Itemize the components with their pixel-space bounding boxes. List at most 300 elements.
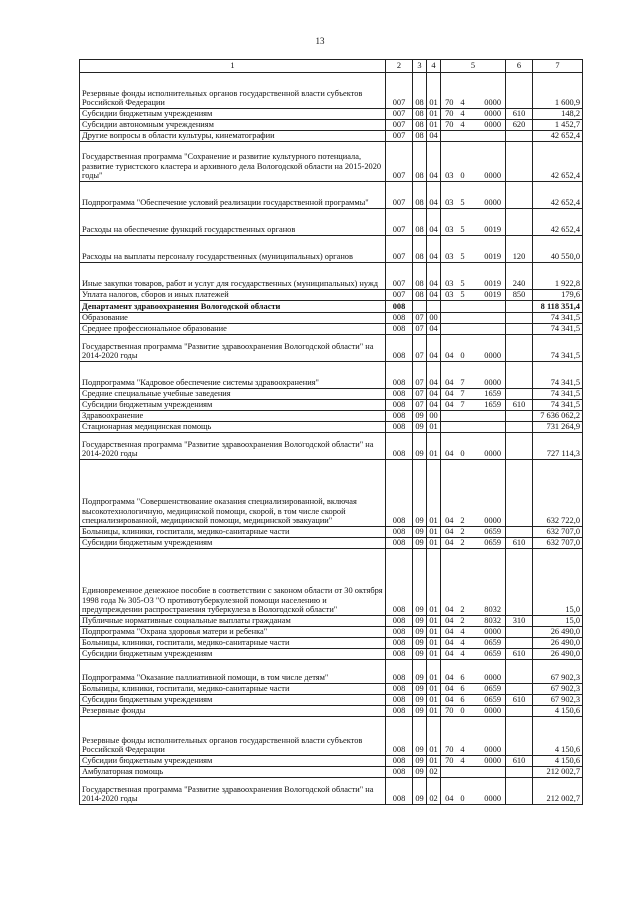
subsection-code: 01	[427, 120, 441, 131]
expense-type-code: 610	[506, 400, 533, 411]
direction-code: 0000	[468, 109, 506, 120]
table-row	[80, 182, 583, 209]
subprogram-code	[458, 422, 468, 433]
section-code: 09	[413, 433, 427, 460]
amount: 212 002,7	[533, 767, 583, 778]
subsection-code: 01	[427, 684, 441, 695]
section-code: 09	[413, 649, 427, 660]
section-code: 09	[413, 527, 427, 538]
direction-code	[468, 411, 506, 422]
item-name: Иные закупки товаров, работ и услуг для государственных (муниципальных) нужд	[80, 263, 386, 290]
program-code: 70	[441, 109, 458, 120]
item-name: Резервные фонды исполнительных органов государственной власти субъектов Российской Федерации	[80, 717, 386, 756]
section-code: 09	[413, 767, 427, 778]
direction-code	[468, 422, 506, 433]
subsection-code: 04	[427, 142, 441, 182]
table-row	[80, 549, 583, 616]
amount: 74 341,5	[533, 400, 583, 411]
amount: 1 600,9	[533, 73, 583, 109]
subprogram-code	[458, 313, 468, 324]
section-code: 09	[413, 616, 427, 627]
expense-type-code: 610	[506, 695, 533, 706]
expense-type-code: 120	[506, 236, 533, 263]
section-code: 07	[413, 335, 427, 362]
expense-type-code	[506, 209, 533, 236]
subsection-code: 01	[427, 756, 441, 767]
subprogram-code: 5	[458, 209, 468, 236]
subprogram-code: 6	[458, 695, 468, 706]
subsection-code: 04	[427, 131, 441, 142]
direction-code: 0000	[468, 660, 506, 684]
amount: 42 652,4	[533, 142, 583, 182]
section-code: 08	[413, 109, 427, 120]
expense-type-code: 610	[506, 649, 533, 660]
item-name: Подпрограмма "Охрана здоровья матери и ребенка"	[80, 627, 386, 638]
subsection-code: 01	[427, 660, 441, 684]
item-name: Резервные фонды	[80, 706, 386, 717]
item-name: Больницы, клиники, госпитали, медико-санитарные части	[80, 527, 386, 538]
table-row	[80, 627, 583, 638]
subprogram-code: 5	[458, 182, 468, 209]
subprogram-code: 4	[458, 109, 468, 120]
item-name: Стационарная медицинская помощь	[80, 422, 386, 433]
grbs-code: 008	[386, 649, 413, 660]
grbs-code: 007	[386, 109, 413, 120]
direction-code: 1659	[468, 389, 506, 400]
direction-code: 0000	[468, 362, 506, 389]
subsection-code: 01	[427, 538, 441, 549]
direction-code: 0000	[468, 335, 506, 362]
direction-code: 0659	[468, 527, 506, 538]
item-name: Средние специальные учебные заведения	[80, 389, 386, 400]
subsection-code: 01	[427, 433, 441, 460]
section-code: 07	[413, 400, 427, 411]
direction-code: 0019	[468, 209, 506, 236]
section-code: 09	[413, 684, 427, 695]
table-row	[80, 778, 583, 805]
expense-type-code	[506, 313, 533, 324]
section-code: 09	[413, 549, 427, 616]
amount: 179,6	[533, 290, 583, 301]
header-cell-5: 5	[441, 60, 506, 73]
subprogram-code: 0	[458, 706, 468, 717]
program-code: 04	[441, 538, 458, 549]
section-code	[413, 301, 427, 313]
item-name: Больницы, клиники, госпитали, медико-санитарные части	[80, 684, 386, 695]
item-name: Единовременное денежное пособие в соответствии с законом области от 30 октября 1998 года № 305-ОЗ "О противотуберкулезной помощи населению и предупреждении распространения туберкулеза в Вологодской области"	[80, 549, 386, 616]
grbs-code: 008	[386, 756, 413, 767]
section-code: 08	[413, 73, 427, 109]
item-name: Государственная программа "Развитие здравоохранения Вологодской области" на 2014-2020 годы	[80, 433, 386, 460]
grbs-code: 008	[386, 616, 413, 627]
program-code: 70	[441, 717, 458, 756]
grbs-code: 008	[386, 400, 413, 411]
program-code: 04	[441, 389, 458, 400]
item-name: Субсидии бюджетным учреждениям	[80, 400, 386, 411]
amount: 148,2	[533, 109, 583, 120]
grbs-code: 008	[386, 324, 413, 335]
amount: 26 490,0	[533, 627, 583, 638]
program-code: 04	[441, 660, 458, 684]
subprogram-code: 7	[458, 389, 468, 400]
budget-table	[79, 59, 583, 805]
section-code: 07	[413, 324, 427, 335]
table-row	[80, 717, 583, 756]
grbs-code: 007	[386, 263, 413, 290]
grbs-code: 007	[386, 73, 413, 109]
subsection-code: 04	[427, 236, 441, 263]
program-code: 04	[441, 460, 458, 527]
direction-code	[468, 131, 506, 142]
subprogram-code: 7	[458, 362, 468, 389]
item-name: Субсидии бюджетным учреждениям	[80, 756, 386, 767]
program-code	[441, 131, 458, 142]
program-code	[441, 313, 458, 324]
subprogram-code: 5	[458, 236, 468, 263]
program-code: 03	[441, 263, 458, 290]
expense-type-code	[506, 549, 533, 616]
expense-type-code: 310	[506, 616, 533, 627]
subsection-code: 04	[427, 324, 441, 335]
expense-type-code	[506, 660, 533, 684]
grbs-code: 008	[386, 549, 413, 616]
subsection-code: 01	[427, 422, 441, 433]
direction-code: 0000	[468, 460, 506, 527]
expense-type-code: 620	[506, 120, 533, 131]
direction-code: 8032	[468, 616, 506, 627]
grbs-code: 008	[386, 422, 413, 433]
expense-type-code	[506, 335, 533, 362]
program-code: 04	[441, 433, 458, 460]
section-code: 09	[413, 778, 427, 805]
table-row	[80, 660, 583, 684]
subsection-code: 04	[427, 263, 441, 290]
grbs-code: 008	[386, 778, 413, 805]
grbs-code: 008	[386, 684, 413, 695]
table-row	[80, 695, 583, 706]
expense-type-code	[506, 767, 533, 778]
amount: 15,0	[533, 549, 583, 616]
subprogram-code: 4	[458, 120, 468, 131]
amount: 67 902,3	[533, 684, 583, 695]
subprogram-code	[458, 131, 468, 142]
item-name: Образование	[80, 313, 386, 324]
header-row	[80, 60, 583, 73]
direction-code: 0000	[468, 717, 506, 756]
grbs-code: 007	[386, 131, 413, 142]
item-name: Среднее профессиональное образование	[80, 324, 386, 335]
table-row	[80, 433, 583, 460]
direction-code	[468, 767, 506, 778]
subsection-code: 02	[427, 778, 441, 805]
item-name: Здравоохранение	[80, 411, 386, 422]
program-code: 04	[441, 335, 458, 362]
section-code: 07	[413, 362, 427, 389]
amount: 632 722,0	[533, 460, 583, 527]
grbs-code: 008	[386, 460, 413, 527]
table-row	[80, 638, 583, 649]
expense-type-code: 240	[506, 263, 533, 290]
item-name: Субсидии бюджетным учреждениям	[80, 695, 386, 706]
table-row	[80, 460, 583, 527]
direction-code: 0659	[468, 684, 506, 695]
header-cell-4: 4	[427, 60, 441, 73]
grbs-code: 007	[386, 120, 413, 131]
direction-code	[468, 313, 506, 324]
amount: 74 341,5	[533, 324, 583, 335]
amount: 67 902,3	[533, 660, 583, 684]
amount: 67 902,3	[533, 695, 583, 706]
section-code: 08	[413, 209, 427, 236]
item-name: Амбулаторная помощь	[80, 767, 386, 778]
subprogram-code: 2	[458, 460, 468, 527]
expense-type-code	[506, 73, 533, 109]
program-code: 03	[441, 182, 458, 209]
table-row	[80, 684, 583, 695]
direction-code: 0659	[468, 538, 506, 549]
subprogram-code	[458, 324, 468, 335]
amount: 15,0	[533, 616, 583, 627]
grbs-code: 008	[386, 301, 413, 313]
amount: 4 150,6	[533, 756, 583, 767]
section-code: 09	[413, 627, 427, 638]
subprogram-code: 0	[458, 142, 468, 182]
amount: 4 150,6	[533, 706, 583, 717]
table-row	[80, 109, 583, 120]
expense-type-code: 850	[506, 290, 533, 301]
table-row	[80, 767, 583, 778]
item-name: Государственная программа "Сохранение и развитие культурного потенциала, развитие туристского кластера и архивного дела Вологодской области на 2015-2020 годы"	[80, 142, 386, 182]
item-name: Субсидии бюджетным учреждениям	[80, 649, 386, 660]
amount: 731 264,9	[533, 422, 583, 433]
subsection-code: 01	[427, 73, 441, 109]
program-code: 03	[441, 209, 458, 236]
expense-type-code: 610	[506, 538, 533, 549]
header-cell-1: 1	[80, 60, 386, 73]
amount: 74 341,5	[533, 313, 583, 324]
amount: 42 652,4	[533, 209, 583, 236]
direction-code: 0000	[468, 433, 506, 460]
item-name: Государственная программа "Развитие здравоохранения Вологодской области" на 2014-2020 годы	[80, 335, 386, 362]
subprogram-code: 0	[458, 335, 468, 362]
section-code: 09	[413, 538, 427, 549]
expense-type-code	[506, 422, 533, 433]
direction-code: 0000	[468, 182, 506, 209]
subprogram-code: 0	[458, 778, 468, 805]
direction-code: 0000	[468, 778, 506, 805]
program-code	[441, 767, 458, 778]
item-name: Резервные фонды исполнительных органов государственной власти субъектов Российской Федерации	[80, 73, 386, 109]
subsection-code: 01	[427, 109, 441, 120]
subsection-code: 01	[427, 616, 441, 627]
program-code: 04	[441, 695, 458, 706]
program-code: 04	[441, 549, 458, 616]
direction-code	[468, 301, 506, 313]
expense-type-code	[506, 411, 533, 422]
subsection-code: 01	[427, 627, 441, 638]
table-row	[80, 649, 583, 660]
amount: 40 550,0	[533, 236, 583, 263]
item-name: Другие вопросы в области культуры, кинематографии	[80, 131, 386, 142]
program-code: 04	[441, 638, 458, 649]
amount: 26 490,0	[533, 649, 583, 660]
item-name: Уплата налогов, сборов и иных платежей	[80, 290, 386, 301]
expense-type-code	[506, 142, 533, 182]
table-row	[80, 236, 583, 263]
table-row	[80, 142, 583, 182]
section-code: 09	[413, 460, 427, 527]
direction-code: 0000	[468, 73, 506, 109]
program-code	[441, 324, 458, 335]
item-name: Субсидии автономным учреждениям	[80, 120, 386, 131]
subprogram-code: 7	[458, 400, 468, 411]
amount: 74 341,5	[533, 389, 583, 400]
section-code: 08	[413, 236, 427, 263]
table-row	[80, 131, 583, 142]
section-code: 09	[413, 422, 427, 433]
section-code: 09	[413, 411, 427, 422]
item-name: Субсидии бюджетным учреждениям	[80, 109, 386, 120]
grbs-code: 008	[386, 638, 413, 649]
table-row	[80, 362, 583, 389]
subprogram-code	[458, 301, 468, 313]
direction-code: 0000	[468, 142, 506, 182]
table-row	[80, 411, 583, 422]
subprogram-code: 2	[458, 527, 468, 538]
program-code	[441, 411, 458, 422]
subsection-code: 01	[427, 549, 441, 616]
section-code: 09	[413, 638, 427, 649]
program-code: 04	[441, 400, 458, 411]
direction-code: 0000	[468, 756, 506, 767]
subsection-code: 01	[427, 695, 441, 706]
expense-type-code	[506, 182, 533, 209]
direction-code: 8032	[468, 549, 506, 616]
table-row	[80, 400, 583, 411]
grbs-code: 007	[386, 209, 413, 236]
expense-type-code	[506, 684, 533, 695]
expense-type-code	[506, 717, 533, 756]
subsection-code: 04	[427, 400, 441, 411]
section-code: 08	[413, 182, 427, 209]
amount: 1 922,8	[533, 263, 583, 290]
table-row	[80, 120, 583, 131]
table-row	[80, 538, 583, 549]
subprogram-code: 4	[458, 756, 468, 767]
expense-type-code	[506, 301, 533, 313]
subprogram-code: 0	[458, 433, 468, 460]
item-name: Департамент здравоохранения Вологодской области	[80, 301, 386, 313]
grbs-code: 008	[386, 717, 413, 756]
amount: 74 341,5	[533, 335, 583, 362]
table-row	[80, 616, 583, 627]
subsection-code: 04	[427, 182, 441, 209]
page-number: 13	[315, 36, 325, 46]
subsection-code: 04	[427, 290, 441, 301]
program-code: 04	[441, 778, 458, 805]
expense-type-code: 610	[506, 109, 533, 120]
subprogram-code	[458, 411, 468, 422]
amount: 212 002,7	[533, 778, 583, 805]
header-cell-3: 3	[413, 60, 427, 73]
direction-code: 0000	[468, 627, 506, 638]
grbs-code: 008	[386, 362, 413, 389]
amount: 727 114,3	[533, 433, 583, 460]
subsection-code: 00	[427, 411, 441, 422]
grbs-code: 008	[386, 767, 413, 778]
direction-code: 0659	[468, 649, 506, 660]
program-code	[441, 301, 458, 313]
item-name: Расходы на обеспечение функций государственных органов	[80, 209, 386, 236]
direction-code: 0659	[468, 638, 506, 649]
table-row	[80, 209, 583, 236]
direction-code: 0659	[468, 695, 506, 706]
subsection-code: 01	[427, 460, 441, 527]
subprogram-code: 4	[458, 649, 468, 660]
program-code: 04	[441, 627, 458, 638]
item-name: Публичные нормативные социальные выплаты гражданам	[80, 616, 386, 627]
section-code: 09	[413, 717, 427, 756]
grbs-code: 007	[386, 290, 413, 301]
subsection-code: 01	[427, 527, 441, 538]
expense-type-code	[506, 706, 533, 717]
program-code: 04	[441, 616, 458, 627]
grbs-code: 008	[386, 527, 413, 538]
header-cell-7: 7	[533, 60, 583, 73]
header-cell-2: 2	[386, 60, 413, 73]
table-row	[80, 422, 583, 433]
item-name: Субсидии бюджетным учреждениям	[80, 538, 386, 549]
subsection-code: 04	[427, 209, 441, 236]
subprogram-code: 6	[458, 660, 468, 684]
expense-type-code	[506, 433, 533, 460]
subprogram-code: 5	[458, 290, 468, 301]
direction-code: 1659	[468, 400, 506, 411]
grbs-code: 008	[386, 538, 413, 549]
table-row	[80, 527, 583, 538]
direction-code: 0000	[468, 706, 506, 717]
program-code: 70	[441, 120, 458, 131]
subsection-code: 04	[427, 362, 441, 389]
direction-code	[468, 324, 506, 335]
program-code: 03	[441, 290, 458, 301]
subprogram-code: 2	[458, 538, 468, 549]
section-code: 08	[413, 120, 427, 131]
direction-code: 0019	[468, 290, 506, 301]
table-row	[80, 313, 583, 324]
subprogram-code: 2	[458, 549, 468, 616]
subsection-code	[427, 301, 441, 313]
expense-type-code	[506, 362, 533, 389]
program-code: 70	[441, 73, 458, 109]
table-row	[80, 301, 583, 313]
expense-type-code	[506, 460, 533, 527]
amount: 7 636 062,2	[533, 411, 583, 422]
expense-type-code: 610	[506, 756, 533, 767]
amount: 74 341,5	[533, 362, 583, 389]
grbs-code: 008	[386, 313, 413, 324]
amount: 42 652,4	[533, 131, 583, 142]
subprogram-code: 4	[458, 627, 468, 638]
section-code: 07	[413, 389, 427, 400]
item-name: Государственная программа "Развитие здравоохранения Вологодской области" на 2014-2020 годы	[80, 778, 386, 805]
item-name: Расходы на выплаты персоналу государственных (муниципальных) органов	[80, 236, 386, 263]
section-code: 08	[413, 131, 427, 142]
table-row	[80, 263, 583, 290]
section-code: 09	[413, 695, 427, 706]
subsection-code: 00	[427, 313, 441, 324]
subsection-code: 04	[427, 335, 441, 362]
